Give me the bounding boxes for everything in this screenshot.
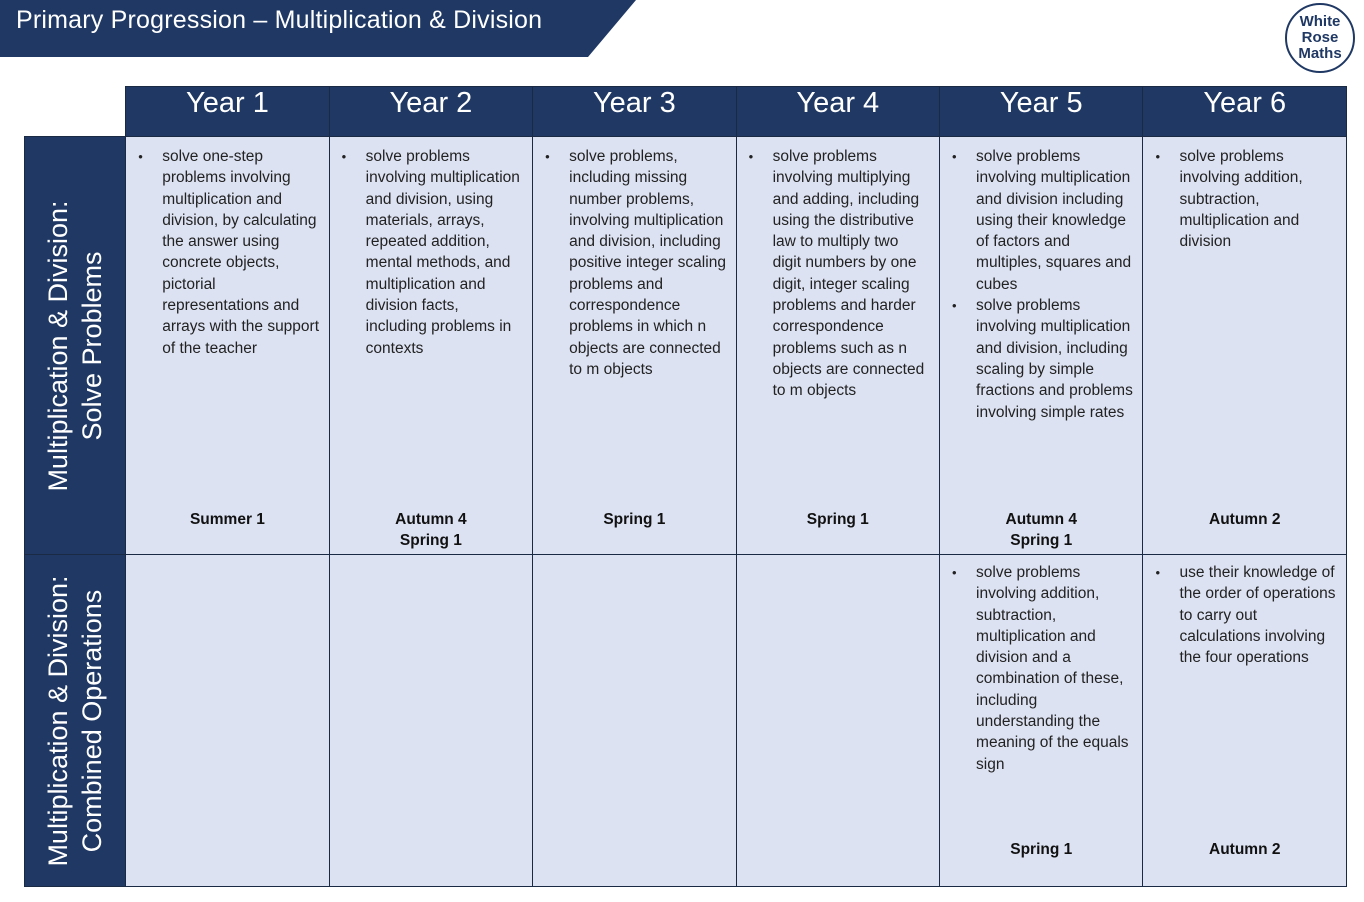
strand-heading-line-1: Multiplication & Division: xyxy=(43,199,74,492)
term-name: Spring 1 xyxy=(1010,532,1073,550)
objective-cell xyxy=(329,555,532,887)
year-header-3: Year 3 xyxy=(533,87,736,137)
year-header-2: Year 2 xyxy=(329,87,532,137)
objective-item: • solve one-step problems involving multiplication and division, by calculating the answer using concrete objects, pictorial representations and arrays with the support of the teacher xyxy=(162,146,320,359)
logo-line-1: White xyxy=(1299,13,1341,30)
strand-row xyxy=(25,137,1347,555)
objective-cell xyxy=(1143,555,1347,887)
strand-heading-line-2: Solve Problems xyxy=(77,250,108,441)
term-label xyxy=(940,509,1142,552)
term-label xyxy=(1143,839,1346,860)
corner-blank xyxy=(25,87,126,137)
objective-list xyxy=(737,137,939,402)
objective-item: • solve problems involving addition, subtraction, multiplication and division and a combination of these, including understanding the meaning of the equals sign xyxy=(976,562,1134,775)
term-name: Spring 1 xyxy=(603,511,666,528)
term-label xyxy=(533,509,735,530)
objective-item: • solve problems involving multiplying and adding, including using the distributive law to multiply two digit numbers by one digit, integer scaling problems and harder correspondence problems such as n objects are connected to m objects xyxy=(773,146,931,402)
objective-list xyxy=(940,137,1142,423)
objective-item: • solve problems involving addition, subtraction, multiplication and division xyxy=(1179,146,1338,252)
objective-list xyxy=(330,137,532,359)
objective-cell xyxy=(736,137,939,555)
progression-table xyxy=(24,86,1347,887)
objective-list xyxy=(1143,137,1346,252)
objective-cell xyxy=(1143,137,1347,555)
term-name: Autumn 4 xyxy=(1005,511,1077,528)
objective-cell xyxy=(126,555,329,887)
term-name: Spring 1 xyxy=(399,532,462,550)
objective-cell xyxy=(736,555,939,887)
year-header-1: Year 1 xyxy=(126,87,329,137)
year-header-4: Year 4 xyxy=(736,87,939,137)
logo-line-3: Maths xyxy=(1298,45,1342,62)
term-label xyxy=(1143,509,1346,530)
objective-item: • use their knowledge of the order of operations to carry out calculations involving the four operations xyxy=(1179,562,1338,668)
objective-item: • solve problems involving multiplication and division, including scaling by simple fractions and problems involving simple rates xyxy=(976,295,1134,423)
term-label xyxy=(126,509,328,530)
term-label xyxy=(330,509,532,552)
term-name: Summer 1 xyxy=(189,511,265,528)
term-label xyxy=(940,839,1142,860)
objective-list xyxy=(1143,555,1346,668)
objective-cell xyxy=(533,137,736,555)
objective-item: • solve problems involving multiplication and division including using their knowledge of factors and multiples, squares and cubes xyxy=(976,146,1134,295)
term-name: Spring 1 xyxy=(806,511,869,528)
term-name: Spring 1 xyxy=(1010,841,1073,858)
page-title: Primary Progression – Multiplication & Division xyxy=(16,6,543,34)
objective-list xyxy=(533,137,735,380)
objective-list xyxy=(940,555,1142,775)
strand-heading xyxy=(25,137,126,555)
logo-line-2: Rose xyxy=(1301,29,1339,46)
strand-heading-text xyxy=(41,200,109,491)
strand-heading-text xyxy=(41,575,109,866)
term-label xyxy=(737,509,939,530)
objective-list xyxy=(126,137,328,359)
white-rose-maths-logo xyxy=(1285,3,1355,73)
objective-cell xyxy=(533,555,736,887)
strand-heading xyxy=(25,555,126,887)
strand-heading-line-2: Combined Operations xyxy=(77,589,108,852)
year-header-row xyxy=(25,87,1347,137)
objective-cell xyxy=(126,137,329,555)
objective-item: • solve problems, including missing number problems, involving multiplication and division, including positive integer scaling problems and correspondence problems in which n objects are connected to m objects xyxy=(569,146,727,380)
year-header-5: Year 5 xyxy=(940,87,1143,137)
objective-item: • solve problems involving multiplication and division, using materials, arrays, repeated addition, mental methods, and multiplication and division facts, including problems in contexts xyxy=(366,146,524,359)
strand-row xyxy=(25,555,1347,887)
term-name: Autumn 2 xyxy=(1209,841,1281,858)
term-name: Autumn 4 xyxy=(395,511,467,528)
strand-heading-line-1: Multiplication & Division: xyxy=(43,574,74,867)
year-header-6: Year 6 xyxy=(1143,87,1347,137)
objective-cell xyxy=(940,137,1143,555)
objective-cell xyxy=(940,555,1143,887)
term-name: Autumn 2 xyxy=(1209,511,1281,528)
objective-cell xyxy=(329,137,532,555)
